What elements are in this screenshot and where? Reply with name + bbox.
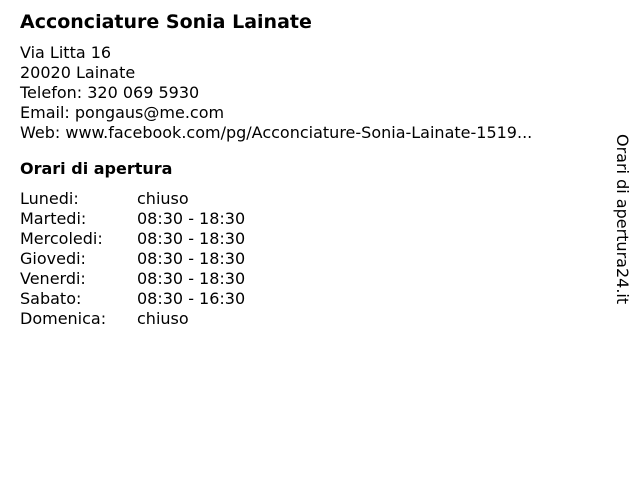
day-label: Domenica:: [20, 309, 107, 328]
hours-row-lunedi: [20, 189, 600, 209]
hours-row-venerdi: [20, 269, 600, 289]
hours-row-sabato: [20, 289, 600, 309]
hours-row-martedi: [20, 209, 600, 229]
hours-row-domenica: [20, 309, 600, 329]
phone-number[interactable]: Telefon: 320 069 5930: [20, 83, 200, 102]
email-address[interactable]: Email: pongaus@me.com: [20, 103, 225, 122]
time-value: 08:30 - 18:30: [137, 249, 246, 268]
day-label: Lunedi:: [20, 189, 79, 208]
time-value: chiuso: [137, 189, 189, 208]
day-label: Mercoledi:: [20, 229, 103, 248]
business-card: [20, 9, 600, 329]
contact-info: [20, 43, 600, 143]
business-name: Acconciature Sonia Lainate: [20, 11, 312, 33]
hours-row-giovedi: [20, 249, 600, 269]
site-brand-label: Orari di apertura24.it: [613, 134, 632, 305]
website-link[interactable]: Web: www.facebook.com/pg/Acconciature-Sonia-Lainate-1519...: [20, 123, 533, 142]
day-label: Venerdi:: [20, 269, 86, 288]
opening-hours-table: [20, 189, 600, 329]
street-address: Via Litta 16: [20, 43, 112, 62]
day-label: Martedi:: [20, 209, 87, 228]
time-value: 08:30 - 18:30: [137, 269, 246, 288]
time-value: chiuso: [137, 309, 189, 328]
time-value: 08:30 - 18:30: [137, 229, 246, 248]
day-label: Sabato:: [20, 289, 82, 308]
opening-hours-title: Orari di apertura: [20, 159, 173, 178]
time-value: 08:30 - 18:30: [137, 209, 246, 228]
hours-row-mercoledi: [20, 229, 600, 249]
time-value: 08:30 - 16:30: [137, 289, 246, 308]
postal-city: 20020 Lainate: [20, 63, 136, 82]
day-label: Giovedi:: [20, 249, 86, 268]
